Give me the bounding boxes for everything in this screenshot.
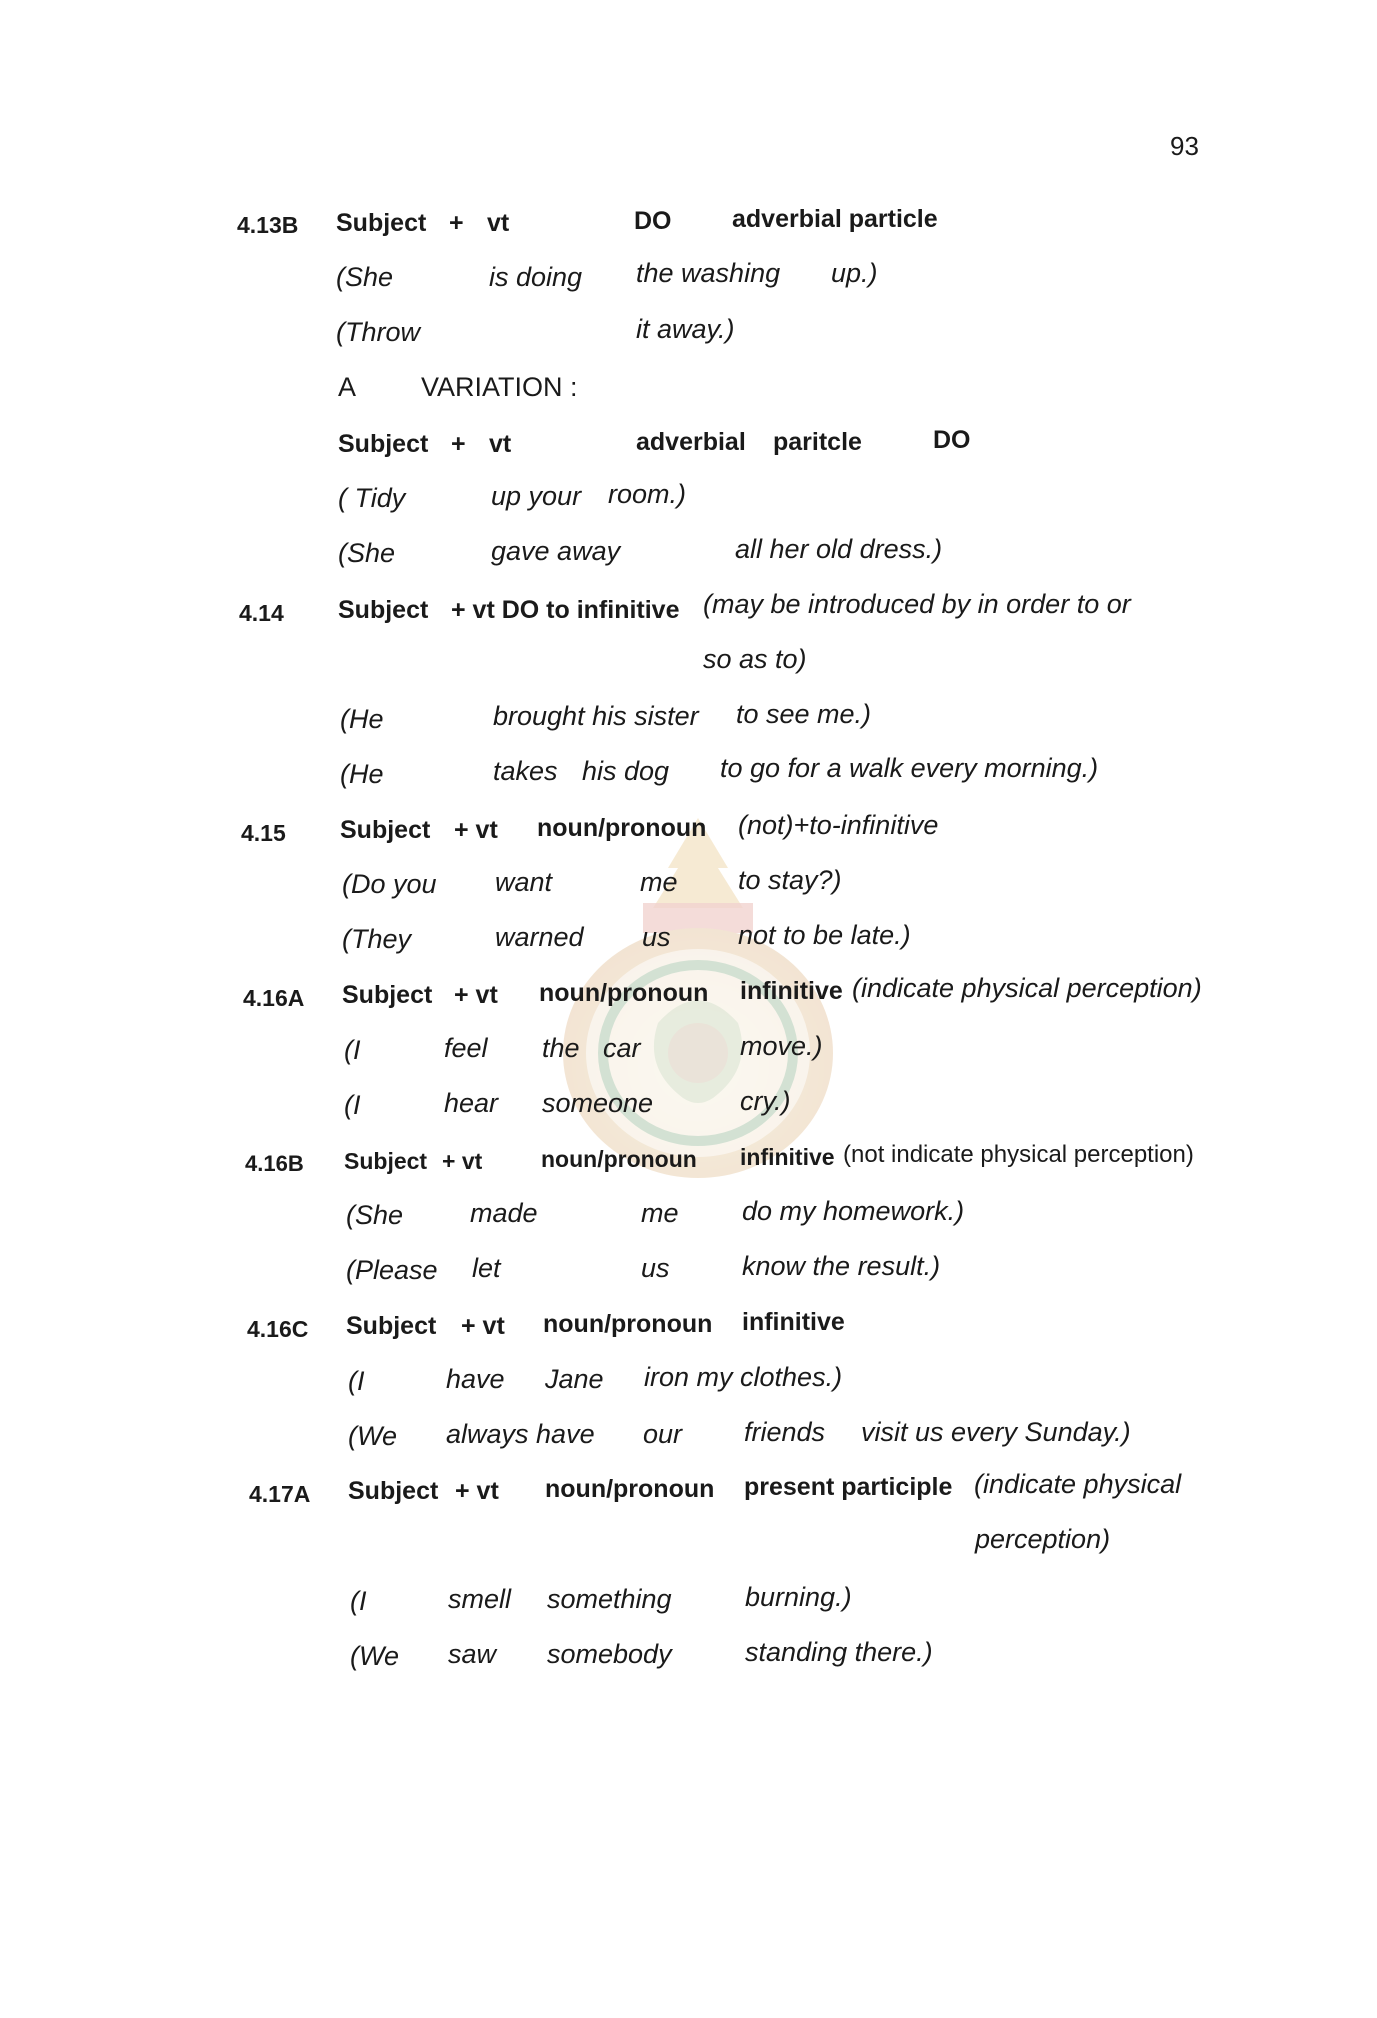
example-word: have xyxy=(446,1364,505,1394)
pattern-particle: paritcle xyxy=(773,428,862,456)
example-word: friends xyxy=(744,1417,826,1447)
example-word: know the result.) xyxy=(742,1251,941,1281)
example-word: brought his sister xyxy=(493,701,699,731)
pattern-vt: vt xyxy=(487,209,510,237)
pattern-noun-pronoun: noun/pronoun xyxy=(539,979,709,1007)
example-word: let xyxy=(472,1253,501,1283)
example-word: (Throw xyxy=(336,317,421,347)
example-word: (We xyxy=(350,1641,400,1671)
example-word: (We xyxy=(348,1421,398,1451)
example-word: room.) xyxy=(608,479,687,509)
pattern-infinitive: infinitive xyxy=(742,1308,845,1336)
example-word: iron my clothes.) xyxy=(644,1362,843,1392)
example-word: (She xyxy=(338,538,396,568)
pattern-subject: Subject xyxy=(344,1148,428,1174)
example-word: all her old dress.) xyxy=(735,534,943,564)
example-word: made xyxy=(470,1198,538,1228)
pattern-subject: Subject xyxy=(340,816,431,844)
pattern-note: (indicate physical xyxy=(974,1469,1182,1499)
example-word: (He xyxy=(340,704,384,734)
example-word: move.) xyxy=(740,1031,823,1061)
example-word: our xyxy=(643,1419,683,1449)
pattern-subject: Subject xyxy=(338,430,429,458)
pattern-vt: + vt xyxy=(454,816,498,844)
example-word: car xyxy=(603,1033,641,1063)
example-word: someone xyxy=(542,1088,654,1118)
pattern-subject: Subject xyxy=(336,209,427,237)
section-number: 4.16B xyxy=(245,1151,304,1176)
example-word: (I xyxy=(350,1586,367,1616)
example-word: (I xyxy=(348,1366,365,1396)
example-word: (They xyxy=(342,924,412,954)
variation-letter: A xyxy=(338,372,357,402)
page-number: 93 xyxy=(1170,131,1199,161)
example-word: always have xyxy=(446,1419,595,1449)
pattern-vt: + vt xyxy=(454,981,498,1009)
pattern-note: (may be introduced by in order to or xyxy=(703,589,1131,619)
example-word: (I xyxy=(344,1090,361,1120)
example-word: smell xyxy=(448,1584,512,1614)
pattern-note: so as to) xyxy=(703,644,807,674)
pattern-vt: + vt xyxy=(442,1148,483,1174)
example-word: up your xyxy=(491,481,582,511)
section-number: 4.13B xyxy=(237,212,299,238)
example-word: it away.) xyxy=(636,314,735,344)
pattern-infinitive: infinitive xyxy=(740,1144,835,1170)
example-word: (She xyxy=(336,262,394,292)
example-word: us xyxy=(642,922,671,952)
section-number: 4.17A xyxy=(249,1481,311,1507)
example-word: (I xyxy=(344,1035,361,1065)
example-word: the xyxy=(542,1033,580,1063)
example-word: (He xyxy=(340,759,384,789)
example-word: to see me.) xyxy=(736,699,872,729)
pattern-infinitive: infinitive xyxy=(740,977,843,1005)
pattern-note: perception) xyxy=(975,1524,1111,1554)
example-word: do my homework.) xyxy=(742,1196,965,1226)
pattern-vt-do-to-infinitive: + vt DO to infinitive xyxy=(451,596,680,624)
pattern-subject: Subject xyxy=(348,1477,439,1505)
pattern-noun-pronoun: noun/pronoun xyxy=(537,814,707,842)
pattern-do: DO xyxy=(634,207,672,235)
example-word: want xyxy=(495,867,553,897)
example-word: not to be late.) xyxy=(738,920,911,950)
pattern-to-infinitive: (not)+to-infinitive xyxy=(738,810,939,840)
pattern-adverbial-particle: adverbial particle xyxy=(732,205,938,233)
section-number: 4.16C xyxy=(247,1316,309,1342)
section-number: 4.15 xyxy=(241,820,286,846)
pattern-note: (indicate physical perception) xyxy=(852,973,1202,1003)
example-word: something xyxy=(547,1584,672,1614)
pattern-vt: vt xyxy=(489,430,512,458)
pattern-subject: Subject xyxy=(338,596,429,624)
pattern-note: (not indicate physical perception) xyxy=(843,1141,1194,1168)
section-number: 4.14 xyxy=(239,600,284,626)
example-word: up.) xyxy=(831,258,878,288)
example-word: us xyxy=(641,1253,670,1283)
example-word: to go for a walk every morning.) xyxy=(720,753,1099,783)
example-word: burning.) xyxy=(745,1582,852,1612)
example-word: (Please xyxy=(346,1255,438,1285)
example-word: takes xyxy=(493,756,558,786)
example-word: somebody xyxy=(547,1639,672,1669)
pattern-noun-pronoun: noun/pronoun xyxy=(545,1475,715,1503)
example-word: me xyxy=(640,867,678,897)
example-word: saw xyxy=(448,1639,497,1669)
pattern-vt: + vt xyxy=(455,1477,499,1505)
example-word: Jane xyxy=(545,1364,604,1394)
example-word: warned xyxy=(495,922,584,952)
pattern-subject: Subject xyxy=(342,981,433,1009)
example-word: to stay?) xyxy=(738,865,842,895)
pattern-plus: + xyxy=(449,209,464,237)
example-word: is doing xyxy=(489,262,583,292)
pattern-noun-pronoun: noun/pronoun xyxy=(543,1310,713,1338)
example-word: cry.) xyxy=(740,1086,791,1116)
example-word: (She xyxy=(346,1200,404,1230)
section-number: 4.16A xyxy=(243,985,305,1011)
example-word: hear xyxy=(444,1088,499,1118)
pattern-do: DO xyxy=(933,426,971,454)
example-word: me xyxy=(641,1198,679,1228)
pattern-noun-pronoun: noun/pronoun xyxy=(541,1146,697,1172)
example-word: (Do you xyxy=(342,869,437,899)
example-word: ( Tidy xyxy=(338,483,406,513)
pattern-plus: + xyxy=(451,430,466,458)
pattern-vt: + vt xyxy=(461,1312,505,1340)
example-word: standing there.) xyxy=(745,1637,933,1667)
example-word: the washing xyxy=(636,258,781,288)
example-word: gave away xyxy=(491,536,621,566)
pattern-subject: Subject xyxy=(346,1312,437,1340)
example-word: visit us every Sunday.) xyxy=(861,1417,1131,1447)
variation-label: VARIATION : xyxy=(421,372,578,402)
pattern-adverbial: adverbial xyxy=(636,428,746,456)
example-word: feel xyxy=(444,1033,488,1063)
pattern-present-participle: present participle xyxy=(744,1473,953,1501)
example-word: his dog xyxy=(582,756,670,786)
